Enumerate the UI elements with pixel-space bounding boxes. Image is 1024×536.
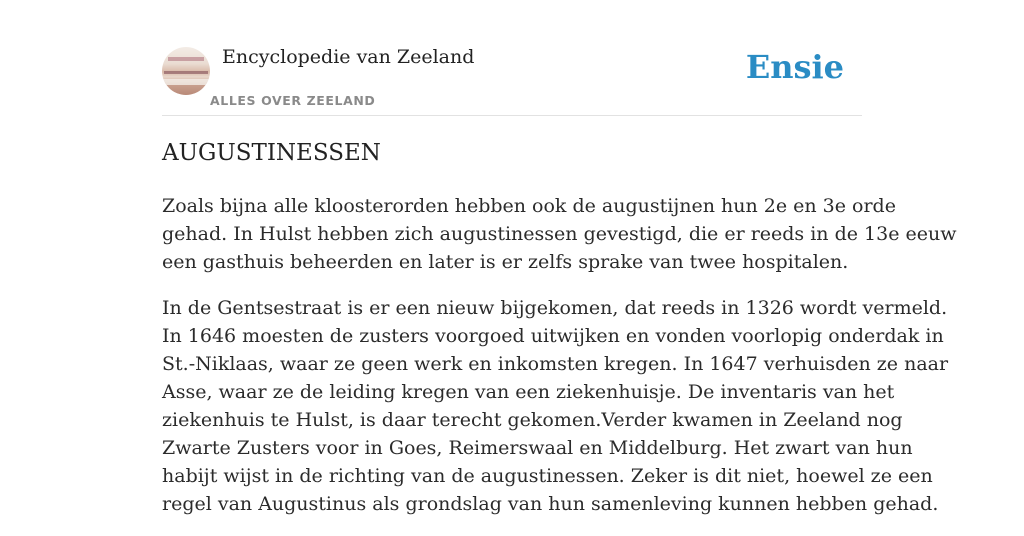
site-logo-image[interactable] xyxy=(162,47,210,95)
logo-detail xyxy=(162,79,210,85)
text-line: Zwarte Zusters voor in Goes, Reimerswaal en Middelburg. Het zwart van hun xyxy=(162,437,913,459)
logo-detail xyxy=(164,71,208,74)
page xyxy=(162,0,957,515)
ensie-brand-link[interactable]: Ensie xyxy=(745,48,844,86)
text-line: gehad. In Hulst hebben zich augustinessen gevestigd, die er reeds in de 13e eeuw xyxy=(162,223,957,245)
article-body xyxy=(162,192,957,536)
text-line: regel van Augustinus als grondslag van hun samenleving kunnen hebben gehad. xyxy=(162,493,939,515)
text-line: een gasthuis beheerden en later is er zelfs sprake van twee hospitalen. xyxy=(162,251,849,273)
site-tagline: ALLES OVER ZEELAND xyxy=(210,93,376,108)
text-line: Asse, waar ze de leiding kregen van een ziekenhuisje. De inventaris van het xyxy=(162,381,895,403)
site-header xyxy=(162,0,862,116)
site-title-link[interactable]: Encyclopedie van Zeeland xyxy=(222,46,475,68)
article-paragraph xyxy=(162,294,949,518)
text-line: Zoals bijna alle kloosterorden hebben ook de augustijnen hun 2e en 3e orde xyxy=(162,195,896,217)
text-line: ziekenhuis te Hulst, is daar terecht gekomen.Verder kwamen in Zeeland nog xyxy=(162,409,903,431)
text-line: In 1646 moesten de zusters voorgoed uitwijken en vonden voorlopig onderdak in xyxy=(162,325,944,347)
text-line: In de Gentsestraat is er een nieuw bijgekomen, dat reeds in 1326 wordt vermeld. xyxy=(162,297,948,319)
text-line: St.-Niklaas, waar ze geen werk en inkomsten kregen. In 1647 verhuisden ze naar xyxy=(162,353,949,375)
text-line: habijt wijst in de richting van de augustinessen. Zeker is dit niet, hoewel ze een xyxy=(162,465,933,487)
article-paragraph xyxy=(162,192,957,276)
logo-detail xyxy=(168,57,204,61)
article-title: AUGUSTINESSEN xyxy=(162,140,381,166)
